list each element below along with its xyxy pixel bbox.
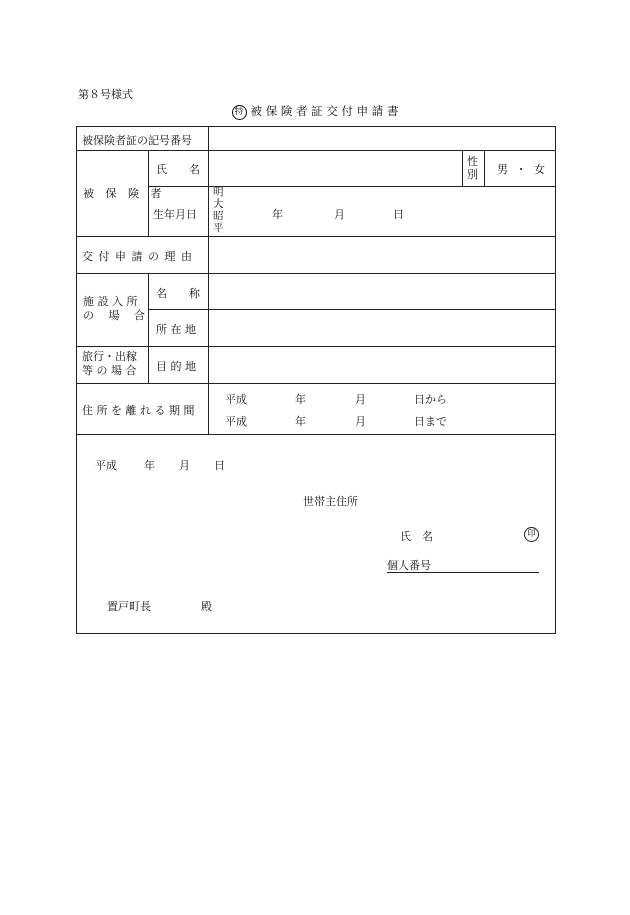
household-address-field[interactable]: [369, 489, 549, 507]
card-number-label: 被保険者証の記号番号: [82, 134, 192, 147]
birth-year-unit: 年: [272, 208, 283, 221]
form-number: 第８号様式: [78, 88, 133, 101]
period-from-era: 平成: [225, 393, 247, 406]
applicant-name-field[interactable]: [442, 524, 522, 542]
applicant-name-label: 氏 名: [400, 530, 433, 543]
facility-name-field[interactable]: [210, 275, 554, 307]
birth-month-unit: 月: [334, 208, 345, 221]
seal-mark: 印: [524, 527, 539, 542]
period-to-month-unit: 月: [355, 415, 366, 428]
document-title: [0, 103, 630, 120]
card-number-field[interactable]: [210, 129, 554, 148]
application-form-table: [76, 126, 556, 634]
gender-options[interactable]: 男 ・ 女: [497, 163, 547, 176]
facility-address-field[interactable]: [210, 311, 554, 344]
destination-field[interactable]: [210, 348, 554, 381]
period-from-year-unit: 年: [295, 393, 306, 406]
honorific: 殿: [201, 600, 212, 613]
period-to-era: 平成: [225, 415, 247, 428]
personal-number-line[interactable]: [387, 557, 539, 573]
name-field[interactable]: [210, 152, 460, 184]
personal-number-label: 個人番号: [387, 559, 431, 572]
facility-address-label: 所 在 地: [156, 323, 196, 336]
period-to-day-unit: 日まで: [414, 415, 447, 428]
household-address-label: 世帯主住所: [303, 495, 358, 508]
birth-day-unit: 日: [393, 208, 404, 221]
period-to-year-unit: 年: [295, 415, 306, 428]
reason-field[interactable]: [210, 238, 554, 271]
facility-label: 施 設 入 所 の 場 合: [83, 295, 145, 322]
tokubetsu-mark: 特: [232, 105, 247, 120]
era-options[interactable]: 明 大 昭 平: [213, 186, 224, 234]
application-day-unit: 日: [214, 459, 225, 472]
addressee: 置戸町長: [107, 600, 151, 613]
application-date-era: 平成: [95, 459, 117, 472]
insured-label: 被 保 険 者: [83, 187, 166, 200]
birthdate-label: 生年月日: [153, 208, 197, 221]
reason-label: 交 付 申 請 の 理 由: [82, 250, 193, 263]
period-from-month-unit: 月: [355, 393, 366, 406]
facility-name-label: 名 称: [156, 287, 200, 300]
title-text: 被 保 険 者 証 交 付 申 請 書: [250, 104, 399, 118]
application-year-unit: 年: [144, 459, 155, 472]
destination-label: 目 的 地: [156, 360, 196, 373]
name-label: 氏 名: [156, 163, 200, 176]
application-month-unit: 月: [179, 459, 190, 472]
period-label: 住 所 を 離 れ る 期 間: [82, 404, 195, 417]
gender-label: 性 別: [467, 155, 478, 181]
travel-label: 旅行・出稼 等 の 場 合: [82, 350, 137, 377]
period-from-day-unit: 日から: [414, 393, 447, 406]
